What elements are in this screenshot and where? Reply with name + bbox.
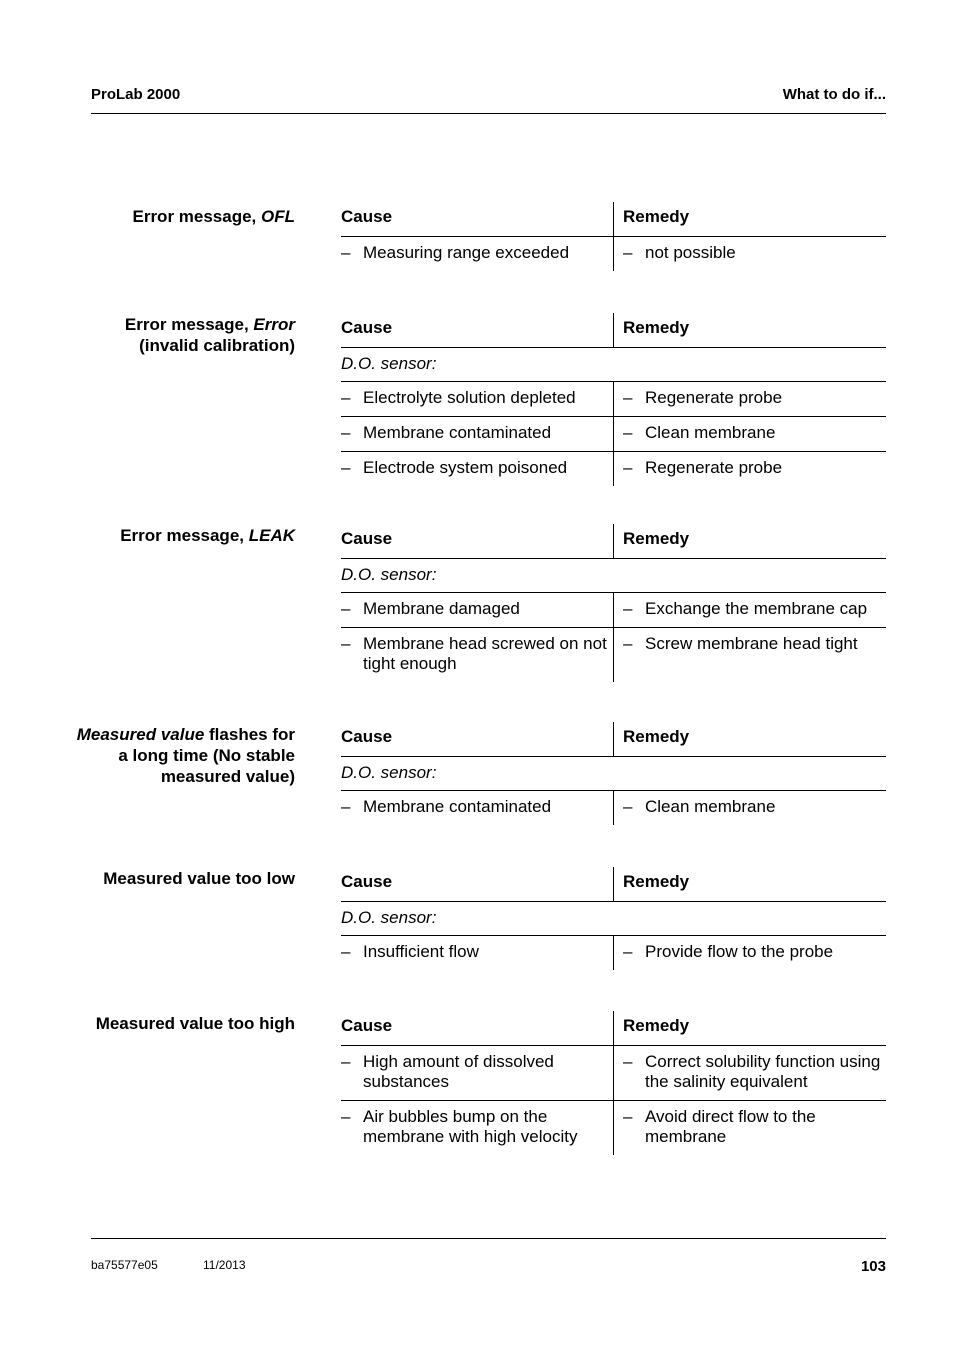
sensor-subheading: D.O. sensor: (341, 354, 437, 373)
table-header-row (341, 313, 886, 348)
table-header-row (341, 202, 886, 237)
table-header-row (341, 1011, 886, 1046)
table-leak (341, 524, 886, 682)
cause-text: Electrolyte solution depleted (363, 388, 576, 407)
table-row: – Membrane head screwed on not tight enough – Screw membrane head tight (341, 628, 886, 682)
cause-header: Cause (341, 872, 393, 891)
table-row: – Electrode system poisoned – Regenerate probe (341, 452, 886, 486)
remedy-text: Exchange the membrane cap (645, 599, 868, 618)
section-label-too-low: Measured value too low (103, 869, 295, 888)
table-error (341, 313, 886, 486)
table-subheading (341, 559, 886, 593)
remedy-text: Avoid direct flow to the membrane (645, 1107, 816, 1146)
cause-text: Membrane contaminated (363, 423, 552, 442)
footer-doc-number: ba75577e05 (91, 1258, 158, 1272)
remedy-text: Regenerate probe (645, 388, 783, 407)
table-row: – Air bubbles bump on the membrane with high velocity – Avoid direct flow to the membrane (341, 1101, 886, 1155)
table-row: – Insufficient flow – Provide flow to the probe (341, 936, 886, 970)
cause-text: Membrane contaminated (363, 797, 552, 816)
page-footer (91, 1238, 886, 1279)
remedy-text: not possible (645, 243, 736, 262)
table-too-low (341, 867, 886, 970)
table-row: – Membrane contaminated – Clean membrane (341, 791, 886, 825)
table-header-row (341, 524, 886, 559)
section-label-too-high: Measured value too high (95, 1014, 295, 1033)
header-product: ProLab 2000 (91, 86, 181, 103)
table-subheading (341, 902, 886, 936)
cause-text: Air bubbles bump on the membrane with high velocity (363, 1107, 578, 1146)
remedy-header: Remedy (613, 202, 886, 236)
cause-text: High amount of dissolved substances (363, 1052, 554, 1091)
section-label-ofl: Error message, OFL (132, 207, 295, 226)
sensor-subheading: D.O. sensor: (341, 908, 437, 927)
table-ofl (341, 202, 886, 271)
page-number: 103 (860, 1258, 886, 1275)
table-subheading (341, 348, 886, 382)
section-label-leak: Error message, LEAK (120, 526, 295, 545)
table-row: – High amount of dissolved substances – Correct solubility function using the salinity equivalent (341, 1046, 886, 1101)
remedy-text: Clean membrane (645, 423, 776, 442)
sensor-subheading: D.O. sensor: (341, 763, 437, 782)
remedy-text: Regenerate probe (645, 458, 783, 477)
table-row: – Membrane contaminated – Clean membrane (341, 417, 886, 452)
section-label-error: Error message, Error (invalid calibration) (124, 315, 295, 355)
header-chapter: What to do if... (782, 86, 886, 103)
cause-header: Cause (341, 318, 393, 337)
remedy-text: Provide flow to the probe (645, 942, 834, 961)
cause-header: Cause (341, 207, 393, 226)
table-header-row (341, 722, 886, 757)
remedy-header: Remedy (613, 722, 886, 756)
cause-text: Measuring range exceeded (363, 243, 570, 262)
table-row: – Membrane damaged – Exchange the membrane cap (341, 593, 886, 628)
remedy-header: Remedy (613, 524, 886, 558)
remedy-header: Remedy (613, 1011, 886, 1045)
table-subheading (341, 757, 886, 791)
page-header (91, 86, 886, 114)
footer-date: 11/2013 (203, 1258, 246, 1272)
table-header-row (341, 867, 886, 902)
table-row: – Electrolyte solution depleted – Regenerate probe (341, 382, 886, 417)
table-row: – Measuring range exceeded – not possible (341, 237, 886, 271)
remedy-text: Correct solubility function using the salinity equivalent (645, 1052, 881, 1091)
remedy-text: Clean membrane (645, 797, 776, 816)
sensor-subheading: D.O. sensor: (341, 565, 437, 584)
cause-header: Cause (341, 1016, 393, 1035)
remedy-header: Remedy (613, 867, 886, 901)
cause-text: Insufficient flow (363, 942, 479, 961)
remedy-text: Screw membrane head tight (645, 634, 858, 653)
table-too-high (341, 1011, 886, 1155)
cause-header: Cause (341, 529, 393, 548)
cause-text: Membrane damaged (363, 599, 520, 618)
remedy-header: Remedy (613, 313, 886, 347)
cause-header: Cause (341, 727, 393, 746)
table-flashes (341, 722, 886, 825)
section-label-flashes: Measured value flashes for a long time (No stable measured value) (76, 725, 295, 786)
cause-text: Electrode system poisoned (363, 458, 568, 477)
cause-text: Membrane head screwed on not tight enough (363, 634, 607, 673)
